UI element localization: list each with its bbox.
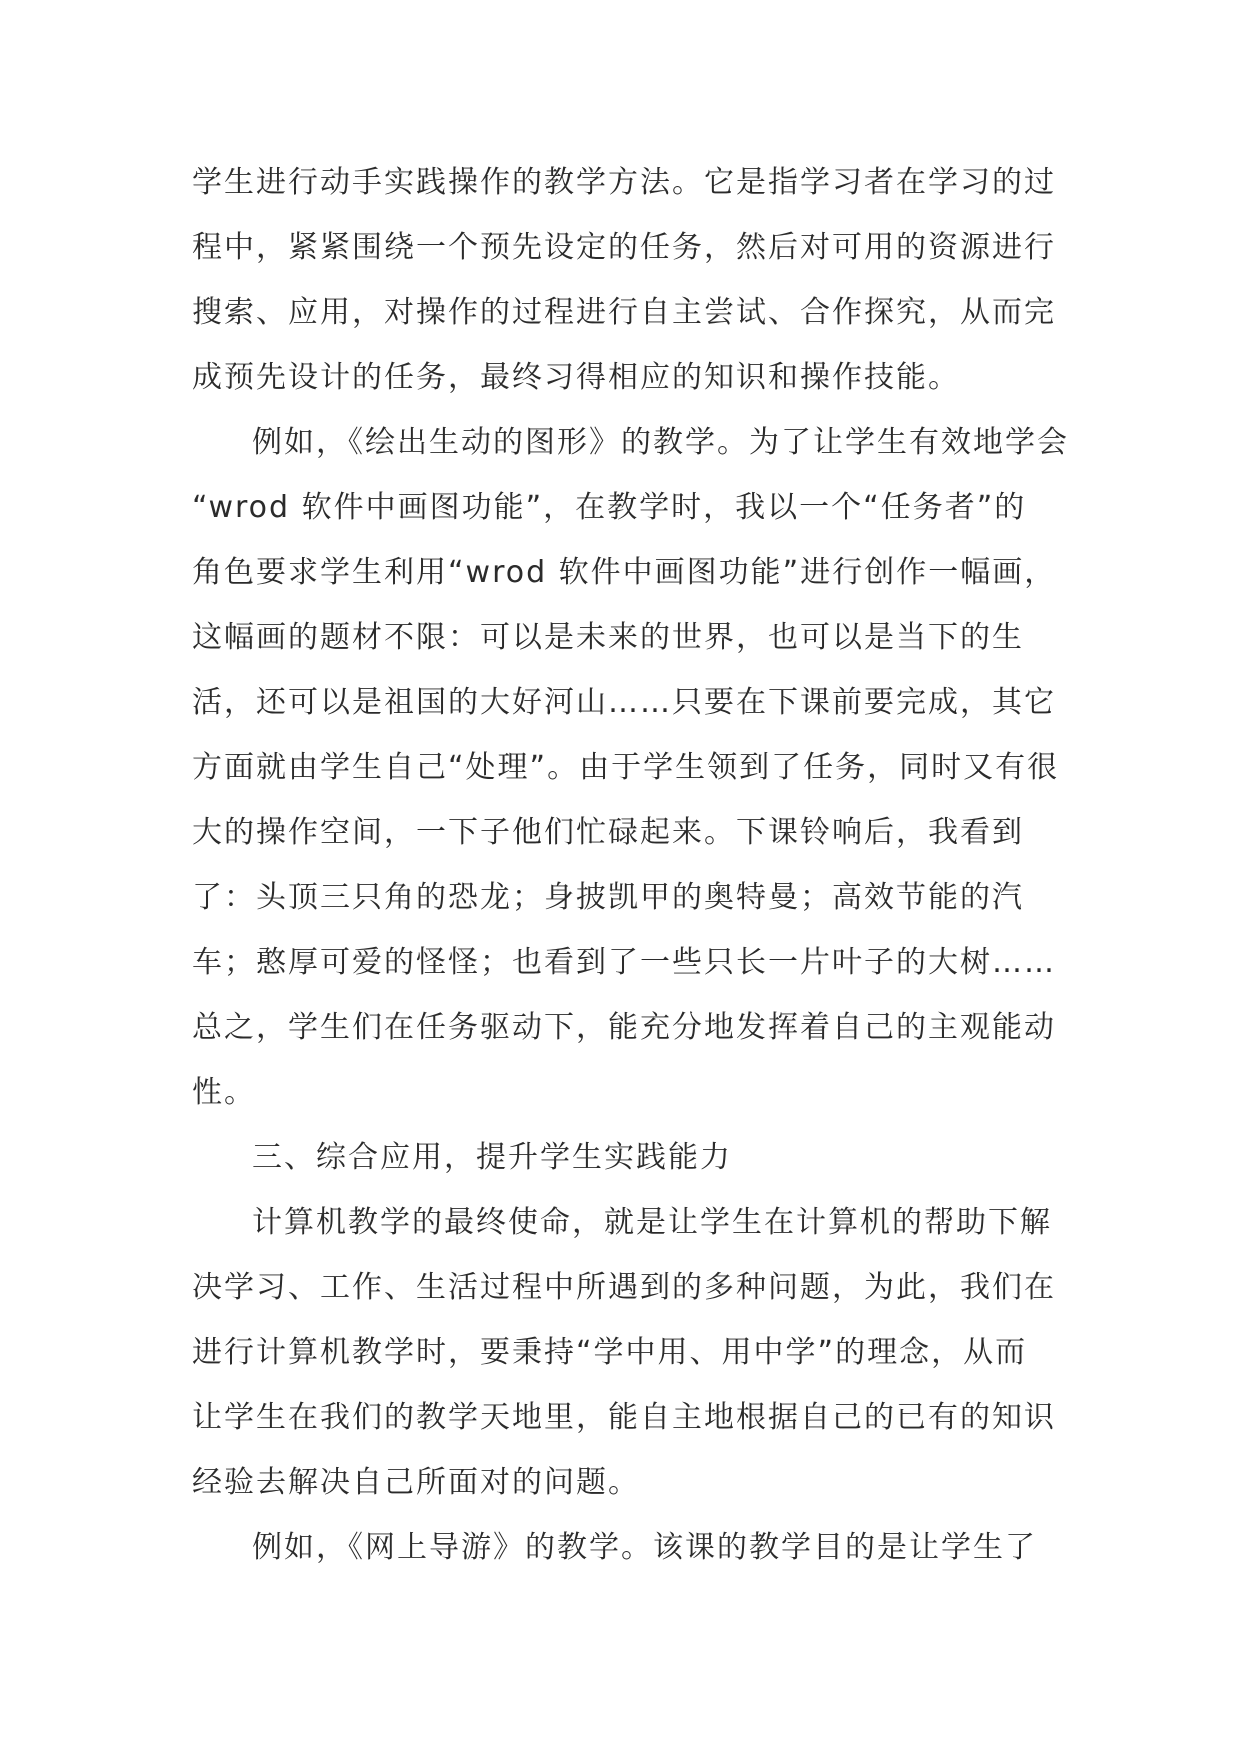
text-line: 经验去解决自己所面对的问题。	[192, 1465, 640, 1500]
text-line: 成预先设计的任务，最终习得相应的知识和操作技能。	[192, 360, 960, 395]
text-line: 角色要求学生利用“wrod 软件中画图功能”进行创作一幅画，	[192, 555, 1057, 590]
text-line: 活，还可以是祖国的大好河山……只要在下课前要完成，其它	[192, 685, 1056, 720]
document-body	[192, 150, 1072, 1580]
text-line: 方面就由学生自己“处理”。由于学生领到了任务，同时又有很	[192, 750, 1060, 785]
text-line: 车；憨厚可爱的怪怪；也看到了一些只长一片叶子的大树……	[192, 945, 1056, 980]
text-line: “wrod 软件中画图功能”，在教学时，我以一个“任务者”的	[192, 490, 1027, 525]
section-heading: 三、综合应用，提升学生实践能力	[252, 1140, 732, 1175]
paragraph-first-line: 例如，《网上导游》的教学。该课的教学目的是让学生了	[252, 1530, 1037, 1565]
text-line: 性。	[192, 1075, 256, 1110]
text-line: 了：头顶三只角的恐龙；身披凯甲的奥特曼；高效节能的汽	[192, 880, 1024, 915]
text-line: 总之，学生们在任务驱动下，能充分地发挥着自己的主观能动	[192, 1010, 1056, 1045]
text-line: 这幅画的题材不限：可以是未来的世界，也可以是当下的生	[192, 620, 1024, 655]
paragraph-first-line: 例如，《绘出生动的图形》的教学。为了让学生有效地学会	[252, 425, 1069, 460]
text-line: 学生进行动手实践操作的教学方法。它是指学习者在学习的过	[192, 165, 1056, 200]
text-line: 大的操作空间，一下子他们忙碌起来。下课铃响后，我看到	[192, 815, 1024, 850]
text-line: 决学习、工作、生活过程中所遇到的多种问题，为此，我们在	[192, 1270, 1056, 1305]
text-line: 让学生在我们的教学天地里，能自主地根据自己的已有的知识	[192, 1400, 1056, 1435]
paragraph-first-line: 计算机教学的最终使命，就是让学生在计算机的帮助下解	[252, 1205, 1052, 1240]
text-line: 进行计算机教学时，要秉持“学中用、用中学”的理念，从而	[192, 1335, 1028, 1370]
text-line: 程中，紧紧围绕一个预先设定的任务，然后对可用的资源进行	[192, 230, 1056, 265]
text-line: 搜索、应用，对操作的过程进行自主尝试、合作探究，从而完	[192, 295, 1056, 330]
